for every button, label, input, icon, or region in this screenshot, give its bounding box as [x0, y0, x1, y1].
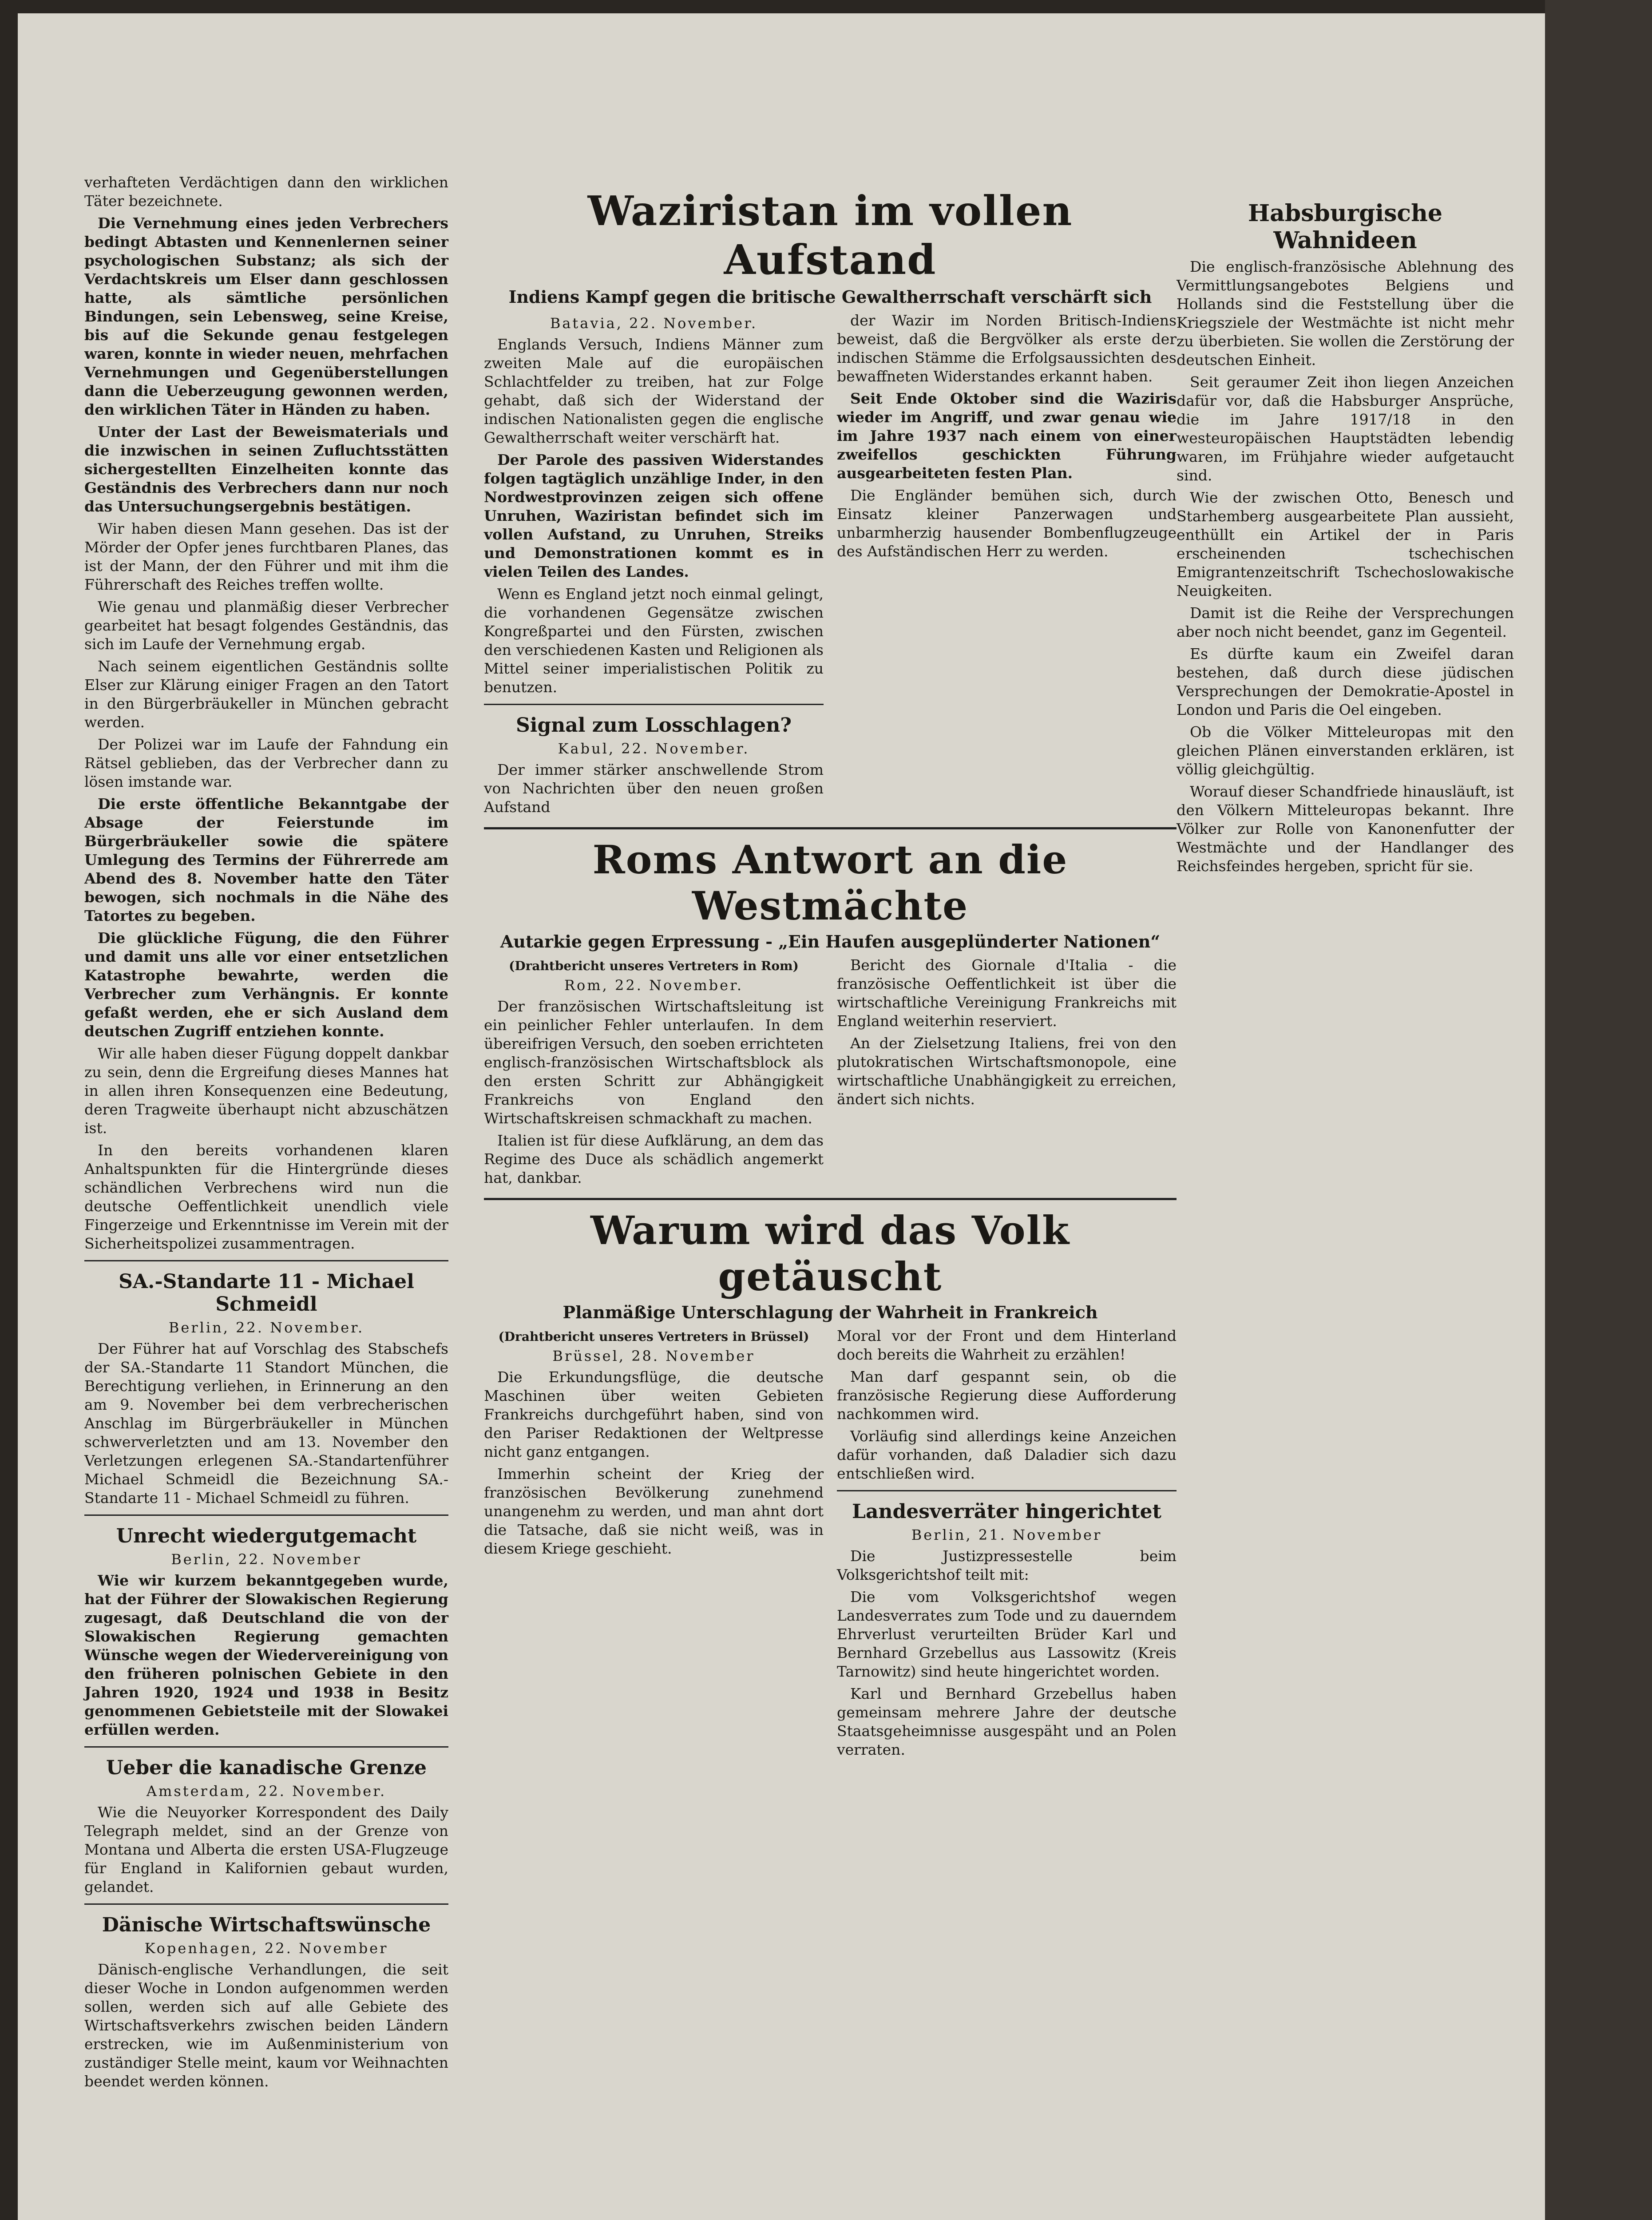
waziristan-body	[484, 311, 1177, 820]
headline-rom: Roms Antwort an die Westmächte	[592, 836, 1068, 929]
dateline: Berlin, 21. November	[911, 1526, 1102, 1543]
divider	[84, 1514, 448, 1516]
divider	[484, 704, 824, 705]
article-text: Wie der zwischen Otto, Benesch und Starhemberg ausgearbeitete Plan aussieht, enthüllt ein Artikel der in Paris erscheinenden tschechischen Emigrantenzeitschrift Tschechoslowakische Neuigkeiten.	[1177, 489, 1514, 599]
newspaper-page	[18, 13, 1545, 2220]
article-text: Die vom Volksgerichtshof wegen Landesverrates zum Tode und zu dauerndem Ehrverlust verurteilten Brüder Karl und Bernhard Grzebellus aus Lassowitz (Kreis Tarnowitz) sind heute hingerichtet worden.	[837, 1588, 1177, 1680]
article-text: Die erste öffentliche Bekanntgabe der Absage der Feierstunde im Bürgerbräukeller sowie die spätere Umlegung des Termins der Führerrede am Abend des 8. November hatte den Täter bewogen, sich nochmals in die Nähe des Tatortes zu begeben.	[84, 795, 448, 924]
binding-edge	[1545, 0, 1652, 2220]
article-text: Dänisch-englische Verhandlungen, die seit dieser Woche in London aufgenommen werden sollen, werden sich auf alle Gebiete des Wirtschaftsverkehrs zwischen beiden Ländern erstrecken, wie im Außenministerium von zuständiger Stelle meint, kaum vor Weihnachten beendet werden können.	[84, 1961, 448, 2090]
article-text: In den bereits vorhandenen klaren Anhaltspunkten für die Hintergründe dieses schändlichen Verbrechens wird nun die deutsche Oeffentlichkeit unendlich viele Fingerzeige und Erkenntnisse im Verein mit der Sicherheitspolizei zusammentragen.	[84, 1142, 448, 1252]
headline-volk: Warum wird das Volk getäuscht	[590, 1207, 1070, 1300]
source-line: (Drahtbericht unseres Vertreters in Rom)	[509, 959, 799, 973]
article-text: Der Polizei war im Laufe der Fahndung ein Rätsel geblieben, das der Verbrecher dann zu lösen imstande war.	[84, 736, 448, 790]
article-text: Wir haben diesen Mann gesehen. Das ist der Mörder der Opfer jenes furchtbaren Planes, das ist der Mann, der den Führer und mit ihm die Führerschaft des Reiches treffen wollte.	[84, 520, 448, 593]
dateline: Kopenhagen, 22. November	[144, 1940, 388, 1957]
article-text: Wir alle haben dieser Fügung doppelt dankbar zu sein, denn die Ergreifung dieses Mannes hat in allen ihren Konsequenzen eine Bedeutung, deren Tragweite überhaupt nicht abzuschätzen ist.	[84, 1045, 448, 1137]
article-text: Moral vor der Front und dem Hinterland doch bereits die Wahrheit zu erzählen!	[837, 1327, 1177, 1363]
article-text: Seit Ende Oktober sind die Waziris wieder im Angriff, und zwar genau wie im Jahre 1937 nach einem von einer zweifellos geschickten Führung ausgearbeiteten festen Plan.	[837, 390, 1177, 482]
article-text: Unter der Last der Beweismaterials und die inzwischen in seinen Zufluchtsstätten sichergestellten Einzelheiten konnte das Geständnis des Verbrechers dann nur noch das Untersuchungsergebnis bestätigen.	[84, 423, 448, 515]
dateline: Batavia, 22. November.	[550, 315, 758, 332]
article-text: Worauf dieser Schandfriede hinausläuft, ist den Völkern Mitteleuropas bekannt. Ihre Völker zur Rolle von Kanonenfutter der Westmächte und der Handlanger des Reichsfeindes hergeben, spricht für sie.	[1177, 783, 1514, 875]
dateline: Kabul, 22. November.	[558, 740, 750, 757]
center-columns	[484, 186, 1177, 1763]
divider	[84, 1260, 448, 1261]
article-text: An der Zielsetzung Italiens, frei von den plutokratischen Wirtschaftsmonopole, eine wirtschaftliche Unabhängigkeit zu erreichen, ändert sich nichts.	[837, 1035, 1177, 1108]
article-text: Immerhin scheint der Krieg der französischen Bevölkerung zunehmend unangenehm zu werden, und man ahnt dort die Tatsache, daß sie nicht weiß, was in diesem Kriege geschieht.	[484, 1465, 824, 1557]
article-text: Karl und Bernhard Grzebellus haben gemeinsam mehrere Jahre der deutsche Staatsgeheimnisse ausgespäht und an Polen verraten.	[837, 1685, 1177, 1758]
article-text: Ob die Völker Mitteleuropas mit den gleichen Plänen einverstanden erklären, ist völlig gleichgültig.	[1177, 723, 1514, 778]
article-text: Die Engländer bemühen sich, durch Einsatz kleiner Panzerwagen und unbarmherzig hausender Bombenflugzeuge des Aufständischen Herr zu werden.	[837, 487, 1177, 560]
article-text: Die Erkundungsflüge, die deutsche Maschinen über weiten Gebieten Frankreichs durchgeführt haben, sind von den Pariser Redaktionen der Weltpresse nicht ganz entgangen.	[484, 1368, 824, 1460]
divider	[484, 1198, 1177, 1200]
article-text: Der französischen Wirtschaftsleitung ist ein peinlicher Fehler unterlaufen. In dem übereifrigen Versuch, den soeben errichteten englisch-französischen Wirtschaftsblock als den ersten Schritt zur Abhängigkeit Frankreichs von England den Wirtschaftskreisen schmackhaft zu machen.	[484, 998, 824, 1127]
headline-habsburg: Habsburgische Wahnideen	[1248, 200, 1442, 254]
divider	[484, 827, 1177, 829]
headline-landesverraeter: Landesverräter hingerichtet	[852, 1500, 1161, 1523]
article-text: Die Vernehmung eines jeden Verbrechers bedingt Abtasten und Kennenlernen seiner psychologischen Substanz; als sich der Verdachtskreis um Elser dann geschlossen hatte, als sämtliche persönlichen Bindungen, sein Lebensweg, seine Kreise, bis auf die Sekunde genau festgelegen waren, konnte in wieder neuen, mehrfachen Vernehmungen und Gegenüberstellungen dann die Ueberzeugung gewonnen werden, den wirklichen Täter in Händen zu haben.	[84, 214, 448, 418]
headline-waziristan: Waziristan im vollen Aufstand	[587, 187, 1073, 284]
article-text: Der Parole des passiven Widerstandes folgen tagtäglich unzählige Inder, in den Nordwestprovinzen zeigen sich offene Unruhen, Waziristan befindet sich im vollen Aufstand, zu Unruhen, Streiks und Demonstrationen kommt es in vielen Teilen des Landes.	[484, 451, 824, 580]
article-text: Wie genau und planmäßig dieser Verbrecher gearbeitet hat besagt folgendes Geständnis, das sich im Laufe der Vernehmung ergab.	[84, 598, 448, 653]
article-text: Bericht des Giornale d'Italia - die französische Oeffentlichkeit ist über die wirtschaftliche Vereinigung Frankreichs mit England weiterhin reserviert.	[837, 956, 1177, 1030]
article-text: Es dürfte kaum ein Zweifel daran bestehen, daß durch diese jüdischen Versprechungen der Demokratie-Apostel in London und Paris die Oel eingeben.	[1177, 645, 1514, 718]
divider	[837, 1490, 1177, 1491]
article-text: Damit ist die Reihe der Versprechungen aber noch nicht beendet, ganz im Gegenteil.	[1177, 604, 1514, 640]
article-text: Seit geraumer Zeit ihon liegen Anzeichen dafür vor, daß die Habsburger Ansprüche, die im Jahre 1917/18 in den westeuropäischen Hauptstädten lebendig waren, im Frühjahre wieder aufgetaucht sind.	[1177, 373, 1514, 484]
headline-signal: Signal zum Losschlagen?	[515, 714, 792, 737]
headline-daenisch: Dänische Wirtschaftswünsche	[102, 1914, 431, 1936]
dateline: Brüssel, 28. November	[552, 1348, 755, 1364]
left-column	[84, 173, 448, 2094]
rom-body	[484, 956, 1177, 1191]
article-text: Man darf gespannt sein, ob die französische Regierung diese Aufforderung nachkommen wird.	[837, 1368, 1177, 1423]
article-text: Italien ist für diese Aufklärung, an dem das Regime des Duce als schädlich angemerkt hat, dankbar.	[484, 1132, 824, 1186]
divider	[84, 1903, 448, 1905]
dateline: Berlin, 22. November	[171, 1551, 362, 1568]
article-text: Wie die Neuyorker Korrespondent des Daily Telegraph meldet, sind an der Grenze von Montana und Alberta die ersten USA-Flugzeuge für England in Kalifornien gebaut wurden, gelandet.	[84, 1804, 448, 1895]
article-text: Wenn es England jetzt noch einmal gelingt, die vorhandenen Gegensätze zwischen Kongreßpartei und den Fürsten, zwischen den verschiedenen Kasten und Religionen als Mittel seiner imperialistischen Politik zu benutzen.	[484, 585, 824, 696]
article-text: Nach seinem eigentlichen Geständnis sollte Elser zur Klärung einiger Fragen an den Tatort in den Bürgerbräukeller in München gebracht werden.	[84, 658, 448, 731]
article-text: Der immer stärker anschwellende Strom von Nachrichten über den neuen großen Aufstand	[484, 761, 824, 816]
right-column	[1177, 191, 1514, 879]
dateline: Rom, 22. November.	[564, 977, 744, 994]
article-text: Der Führer hat auf Vorschlag des Stabschefs der SA.-Standarte 11 Standort München, die Berechtigung verliehen, in Erinnerung an den am 9. November bei dem verbrecherischen Anschlag im Bürgerbräukeller in München schwerverletzten und am 13. November den Verletzungen erlegenen SA.-Standartenführer Michael Schmeidl die Bezeichnung SA.-Standarte 11 - Michael Schmeidl zu führen.	[84, 1340, 448, 1506]
article-text: Vorläufig sind allerdings keine Anzeichen dafür vorhanden, daß Daladier sich dazu entschließen wird.	[837, 1427, 1177, 1482]
article-text: Die Justizpressestelle beim Volksgerichtshof teilt mit:	[837, 1547, 1177, 1583]
article-text: Die glückliche Fügung, die den Führer und damit uns alle vor einer entsetzlichen Katastrophe bewahrte, werden die Verbrecher zum Verhängnis. Er konnte gefaßt werden, ehe er sich Ausland dem deutschen Zugriff entziehen konnte.	[84, 929, 448, 1040]
divider	[84, 1746, 448, 1748]
article-text: Englands Versuch, Indiens Männer zum zweiten Male auf die europäischen Schlachtfelder zu treiben, hat zur Folge gehabt, daß sich der Widerstand der indischen Nationalisten gegen die englische Gewaltherrschaft weiter verschärft hat.	[484, 336, 824, 446]
dateline: Berlin, 22. November.	[168, 1319, 364, 1336]
article-text: der Wazir im Norden Britisch-Indiens beweist, daß die Bergvölker als erste der indischen Stämme die Erfolgsaussichten des bewaffneten Widerstandes erkannt haben.	[837, 312, 1177, 385]
subheadline-rom: Autarkie gegen Erpressung - „Ein Haufen ausgeplünderter Nationen“	[500, 932, 1161, 951]
subheadline-volk: Planmäßige Unterschlagung der Wahrheit in Frankreich	[563, 1302, 1098, 1322]
dateline: Amsterdam, 22. November.	[146, 1783, 387, 1800]
headline-unrecht: Unrecht wiedergutgemacht	[116, 1525, 417, 1547]
article-text: verhafteten Verdächtigen dann den wirklichen Täter bezeichnete.	[84, 174, 448, 210]
subheadline-waziristan: Indiens Kampf gegen die britische Gewaltherrschaft verschärft sich	[508, 287, 1152, 307]
article-text: Die englisch-französische Ablehnung des Vermittlungsangebotes Belgiens und Hollands sind die Feststellung über die Kriegsziele der Westmächte ist nicht mehr zu überbieten. Sie wollen die Zerstörung der deutschen Einheit.	[1177, 258, 1514, 369]
article-text: Wie wir kurzem bekanntgegeben wurde, hat der Führer der Slowakischen Regierung zugesagt, daß Deutschland die von der Slowakischen Regierung gemachten Wünsche wegen der Wiedervereinigung von den früheren polnischen Gebiete in den Jahren 1920, 1924 und 1938 in Besitz genommenen Gebietsteile mit der Slowakei erfüllen werden.	[84, 1572, 448, 1738]
headline-grenze: Ueber die kanadische Grenze	[106, 1756, 427, 1779]
headline-sa-standarte: SA.-Standarte 11 - Michael Schmeidl	[119, 1270, 414, 1316]
source-line: (Drahtbericht unseres Vertreters in Brüssel)	[498, 1329, 809, 1344]
volk-body	[484, 1327, 1177, 1763]
